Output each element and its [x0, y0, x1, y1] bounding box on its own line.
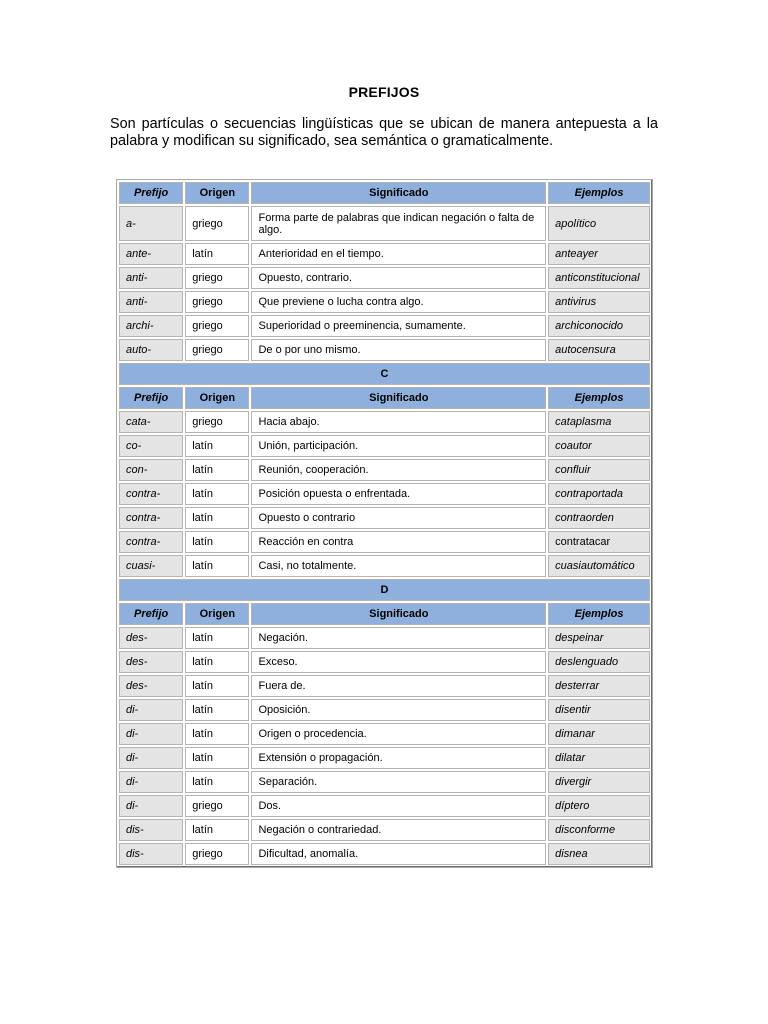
table-row [119, 627, 650, 649]
cell-significado: Extensión o propagación. [251, 747, 546, 769]
cell-ejemplo: contraportada [548, 483, 650, 505]
cell-ejemplo: despeinar [548, 627, 650, 649]
cell-origen: latín [185, 747, 249, 769]
table-row [119, 267, 650, 289]
section-a [119, 206, 650, 361]
cell-ejemplo: antivirus [548, 291, 650, 313]
table-row [119, 339, 650, 361]
cell-origen: latín [185, 507, 249, 529]
cell-prefijo: di- [119, 795, 183, 817]
cell-ejemplo: apolítico [548, 206, 650, 241]
cell-origen: griego [185, 206, 249, 241]
cell-significado: Unión, participación. [251, 435, 546, 457]
cell-origen: latín [185, 483, 249, 505]
cell-origen: griego [185, 291, 249, 313]
cell-prefijo: con- [119, 459, 183, 481]
header-origen: Origen [185, 603, 249, 625]
table-row [119, 651, 650, 673]
cell-origen: latín [185, 819, 249, 841]
cell-significado: Forma parte de palabras que indican negación o falta de algo. [251, 206, 546, 241]
section-label-c: C [119, 363, 650, 385]
section-c [119, 411, 650, 577]
cell-ejemplo: dilatar [548, 747, 650, 769]
cell-significado: Hacia abajo. [251, 411, 546, 433]
table-row [119, 459, 650, 481]
cell-ejemplo: divergir [548, 771, 650, 793]
table-row [119, 206, 650, 241]
cell-prefijo: des- [119, 651, 183, 673]
cell-origen: griego [185, 339, 249, 361]
table-header-row [119, 387, 650, 409]
intro-paragraph: Son partículas o secuencias lingüísticas que se ubican de manera antepuesta a la palabra y modifican su significado, sea semántica o gramaticalmente. [110, 116, 658, 149]
header-ejemplos: Ejemplos [548, 387, 650, 409]
cell-origen: griego [185, 411, 249, 433]
header-significado: Significado [251, 387, 546, 409]
cell-significado: Posición opuesta o enfrentada. [251, 483, 546, 505]
table-row [119, 507, 650, 529]
table-row [119, 699, 650, 721]
cell-ejemplo: disentir [548, 699, 650, 721]
cell-significado: Reunión, cooperación. [251, 459, 546, 481]
table-row [119, 483, 650, 505]
table-row [119, 315, 650, 337]
cell-ejemplo: cataplasma [548, 411, 650, 433]
section-d [119, 627, 650, 865]
cell-significado: Que previene o lucha contra algo. [251, 291, 546, 313]
header-significado: Significado [251, 182, 546, 204]
cell-significado: Exceso. [251, 651, 546, 673]
prefixes-table [116, 179, 653, 868]
cell-ejemplo: anteayer [548, 243, 650, 265]
cell-prefijo: di- [119, 723, 183, 745]
cell-prefijo: di- [119, 747, 183, 769]
table-row [119, 675, 650, 697]
cell-ejemplo: contratacar [548, 531, 650, 553]
header-significado: Significado [251, 603, 546, 625]
section-label-row [119, 579, 650, 601]
cell-significado: Opuesto, contrario. [251, 267, 546, 289]
table-row [119, 411, 650, 433]
cell-origen: latín [185, 771, 249, 793]
cell-ejemplo: coautor [548, 435, 650, 457]
cell-significado: Casi, no totalmente. [251, 555, 546, 577]
cell-prefijo: di- [119, 771, 183, 793]
page-title: PREFIJOS [348, 84, 420, 100]
cell-ejemplo: archiconocido [548, 315, 650, 337]
cell-origen: latín [185, 459, 249, 481]
cell-origen: griego [185, 795, 249, 817]
table-row [119, 291, 650, 313]
cell-ejemplo: desterrar [548, 675, 650, 697]
cell-ejemplo: anticonstitucional [548, 267, 650, 289]
cell-prefijo: archi- [119, 315, 183, 337]
table-row [119, 771, 650, 793]
cell-prefijo: co- [119, 435, 183, 457]
cell-significado: Superioridad o preeminencia, sumamente. [251, 315, 546, 337]
cell-significado: De o por uno mismo. [251, 339, 546, 361]
cell-origen: latín [185, 435, 249, 457]
cell-significado: Dos. [251, 795, 546, 817]
cell-significado: Separación. [251, 771, 546, 793]
cell-ejemplo: dimanar [548, 723, 650, 745]
cell-prefijo: anti- [119, 291, 183, 313]
section-label-d: D [119, 579, 650, 601]
cell-prefijo: des- [119, 627, 183, 649]
cell-prefijo: auto- [119, 339, 183, 361]
table-row [119, 555, 650, 577]
table-row [119, 723, 650, 745]
cell-significado: Fuera de. [251, 675, 546, 697]
cell-origen: griego [185, 843, 249, 865]
cell-significado: Dificultad, anomalía. [251, 843, 546, 865]
cell-origen: latín [185, 531, 249, 553]
cell-ejemplo: confluir [548, 459, 650, 481]
cell-significado: Anterioridad en el tiempo. [251, 243, 546, 265]
header-ejemplos: Ejemplos [548, 603, 650, 625]
cell-significado: Oposición. [251, 699, 546, 721]
cell-prefijo: des- [119, 675, 183, 697]
cell-prefijo: ante- [119, 243, 183, 265]
cell-origen: latín [185, 243, 249, 265]
table-row [119, 843, 650, 865]
cell-origen: latín [185, 723, 249, 745]
cell-prefijo: contra- [119, 507, 183, 529]
cell-origen: griego [185, 267, 249, 289]
cell-significado: Opuesto o contrario [251, 507, 546, 529]
table-header-row [119, 182, 650, 204]
cell-prefijo: dis- [119, 843, 183, 865]
cell-origen: latín [185, 627, 249, 649]
table-row [119, 435, 650, 457]
cell-ejemplo: disnea [548, 843, 650, 865]
cell-ejemplo: contraorden [548, 507, 650, 529]
header-prefijo: Prefijo [119, 387, 183, 409]
section-label-row [119, 363, 650, 385]
cell-ejemplo: disconforme [548, 819, 650, 841]
table-row [119, 243, 650, 265]
cell-prefijo: anti- [119, 267, 183, 289]
cell-origen: latín [185, 699, 249, 721]
cell-ejemplo: autocensura [548, 339, 650, 361]
cell-significado: Negación o contrariedad. [251, 819, 546, 841]
cell-significado: Reacción en contra [251, 531, 546, 553]
cell-significado: Origen o procedencia. [251, 723, 546, 745]
cell-prefijo: cuasi- [119, 555, 183, 577]
cell-ejemplo: cuasiautomático [548, 555, 650, 577]
header-origen: Origen [185, 387, 249, 409]
cell-origen: griego [185, 315, 249, 337]
table-row [119, 819, 650, 841]
cell-origen: latín [185, 555, 249, 577]
cell-prefijo: a- [119, 206, 183, 241]
cell-prefijo: cata- [119, 411, 183, 433]
cell-prefijo: di- [119, 699, 183, 721]
cell-origen: latín [185, 675, 249, 697]
header-ejemplos: Ejemplos [548, 182, 650, 204]
table-row [119, 795, 650, 817]
cell-prefijo: contra- [119, 531, 183, 553]
cell-ejemplo: deslenguado [548, 651, 650, 673]
header-prefijo: Prefijo [119, 603, 183, 625]
table-row [119, 531, 650, 553]
cell-ejemplo: díptero [548, 795, 650, 817]
header-origen: Origen [185, 182, 249, 204]
cell-prefijo: contra- [119, 483, 183, 505]
cell-origen: latín [185, 651, 249, 673]
cell-significado: Negación. [251, 627, 546, 649]
table-header-row [119, 603, 650, 625]
table-row [119, 747, 650, 769]
header-prefijo: Prefijo [119, 182, 183, 204]
cell-prefijo: dis- [119, 819, 183, 841]
